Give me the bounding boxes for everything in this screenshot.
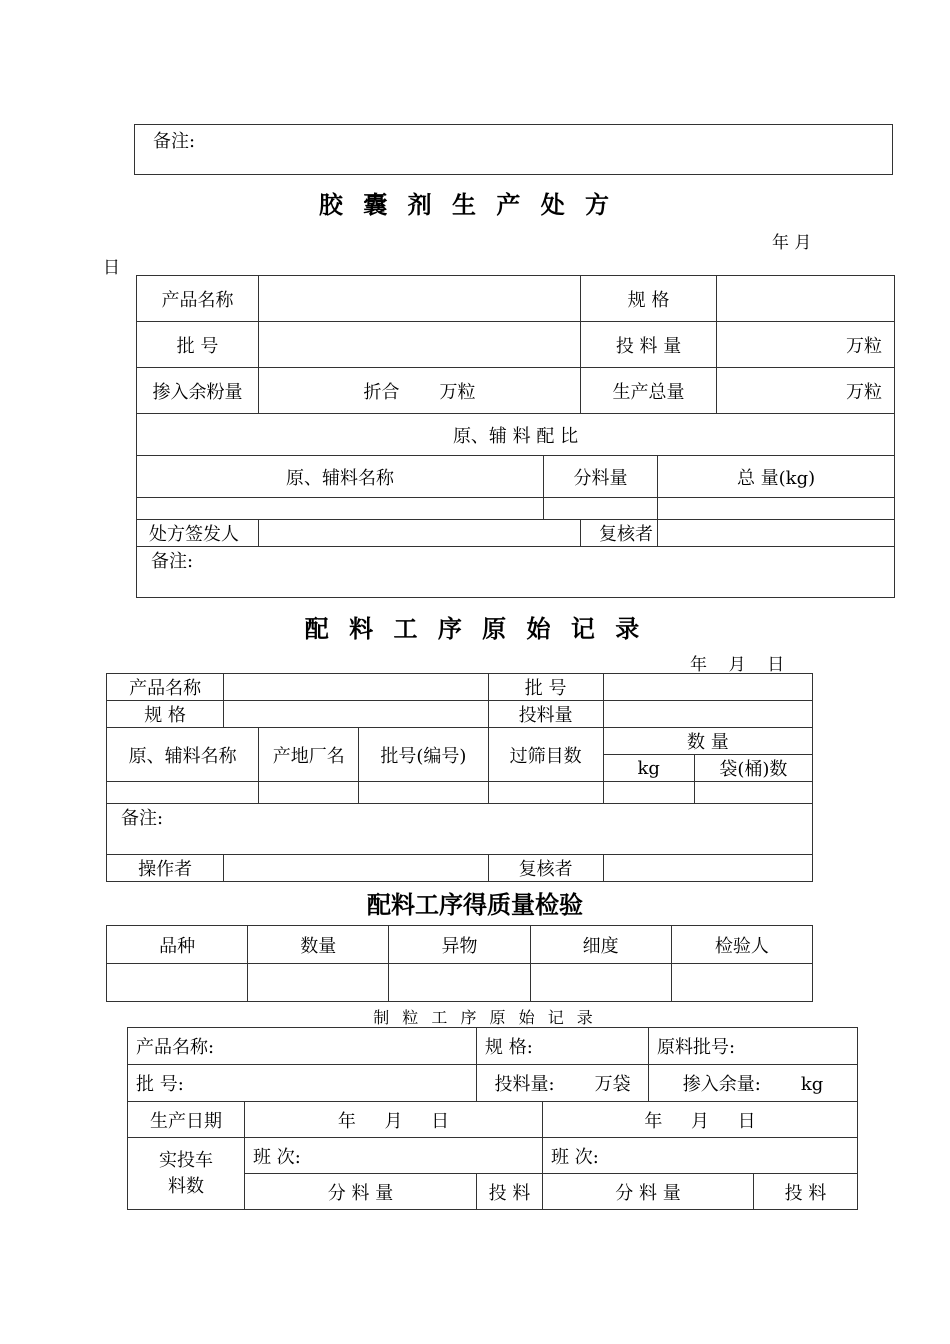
mixed-powder-label: 掺入余粉量 xyxy=(137,368,259,414)
product-name-cell[interactable] xyxy=(259,276,581,322)
batch-cell[interactable] xyxy=(259,322,581,368)
total-production-unit: 万粒 xyxy=(717,368,895,414)
product-name-label: 产品名称: xyxy=(128,1028,477,1065)
reviewer-cell[interactable] xyxy=(603,855,812,882)
product-name-label: 产品名称 xyxy=(107,674,224,701)
variety-cell[interactable] xyxy=(107,964,248,1002)
total-kg-cell[interactable] xyxy=(658,498,895,520)
prod-date-cell-1: 年 月 日 xyxy=(245,1102,543,1138)
origin-cell[interactable] xyxy=(259,782,359,804)
foreign-matter-header: 异物 xyxy=(389,926,530,964)
prescription-table xyxy=(136,275,895,598)
operator-cell[interactable] xyxy=(224,855,488,882)
foreign-matter-cell[interactable] xyxy=(389,964,530,1002)
prescription-date-d: 日 xyxy=(103,258,120,278)
batch-no-cell[interactable] xyxy=(359,782,488,804)
feed-header-1: 投 料 xyxy=(477,1174,543,1210)
issuer-cell[interactable] xyxy=(259,520,581,547)
spec-label: 规 格 xyxy=(107,701,224,728)
variety-header: 品种 xyxy=(107,926,248,964)
remark-label: 备注: xyxy=(135,125,893,175)
raw-batch-label: 原料批号: xyxy=(649,1028,858,1065)
quantity-header: 数量 xyxy=(248,926,389,964)
total-kg-header: 总 量(kg) xyxy=(658,456,895,498)
batching-record-table xyxy=(106,673,813,882)
prescription-title: 胶 囊 剂 生 产 处 方 xyxy=(318,190,616,219)
bags-header: 袋(桶)数 xyxy=(694,755,812,782)
shift-label-1: 班 次: xyxy=(245,1138,543,1174)
spec-cell[interactable] xyxy=(717,276,895,322)
feed-amount-label: 投料量: xyxy=(494,1074,555,1095)
prescription-date-ym: 年 月 xyxy=(772,233,812,253)
fineness-header: 细度 xyxy=(530,926,671,964)
portion-header-1: 分 料 量 xyxy=(245,1174,477,1210)
material-name-cell[interactable] xyxy=(137,498,544,520)
granulation-record-title: 制 粒 工 序 原 始 记 录 xyxy=(373,1008,597,1027)
spec-cell[interactable] xyxy=(224,701,488,728)
fineness-cell[interactable] xyxy=(530,964,671,1002)
bags-cell[interactable] xyxy=(694,782,812,804)
quantity-cell[interactable] xyxy=(248,964,389,1002)
operator-label: 操作者 xyxy=(107,855,224,882)
ratio-header: 原、辅 料 配 比 xyxy=(137,414,895,456)
reviewer-label: 复核者 xyxy=(581,520,658,547)
feed-amount-cell[interactable] xyxy=(603,701,812,728)
actual-feed-line2: 料数 xyxy=(168,1175,204,1197)
actual-feed-label xyxy=(128,1138,245,1210)
prod-date-cell-2: 年 月 日 xyxy=(543,1102,858,1138)
origin-header: 产地厂名 xyxy=(259,728,359,782)
inspector-cell[interactable] xyxy=(671,964,812,1002)
granulation-record-table xyxy=(127,1027,858,1210)
batching-record-date: 年 月 日 xyxy=(690,655,785,675)
quality-check-table xyxy=(106,925,813,1002)
mixed-remain-unit: kg xyxy=(800,1074,824,1095)
material-name-cell[interactable] xyxy=(107,782,259,804)
sieve-header: 过筛目数 xyxy=(488,728,603,782)
reviewer-cell[interactable] xyxy=(658,520,895,547)
product-name-cell[interactable] xyxy=(224,674,488,701)
kg-cell[interactable] xyxy=(603,782,694,804)
material-name-header: 原、辅料名称 xyxy=(107,728,259,782)
quantity-header: 数 量 xyxy=(603,728,812,755)
shift-label-2: 班 次: xyxy=(543,1138,858,1174)
portion-header-2: 分 料 量 xyxy=(543,1174,754,1210)
spec-label: 规 格 xyxy=(581,276,717,322)
kg-header: kg xyxy=(603,755,694,782)
issuer-label: 处方签发人 xyxy=(137,520,259,547)
batch-label: 批 号 xyxy=(488,674,603,701)
batch-label: 批 号 xyxy=(137,322,259,368)
portion-header: 分料量 xyxy=(544,456,658,498)
feed-header-2: 投 料 xyxy=(754,1174,858,1210)
product-name-label: 产品名称 xyxy=(137,276,259,322)
prod-date-label: 生产日期 xyxy=(128,1102,245,1138)
top-remark-box xyxy=(134,124,893,175)
spec-label: 规 格: xyxy=(477,1028,649,1065)
actual-feed-line1: 实投车 xyxy=(159,1149,213,1171)
equivalent-cell: 折合 万粒 xyxy=(259,368,581,414)
feed-amount-unit: 万袋 xyxy=(594,1074,631,1095)
mixed-remain-label: 掺入余量: xyxy=(682,1074,761,1095)
mixed-remain-cell xyxy=(649,1065,858,1102)
feed-amount-cell xyxy=(477,1065,649,1102)
feed-amount-label: 投 料 量 xyxy=(581,322,717,368)
portion-cell[interactable] xyxy=(544,498,658,520)
total-production-label: 生产总量 xyxy=(581,368,717,414)
material-name-header: 原、辅料名称 xyxy=(137,456,544,498)
inspector-header: 检验人 xyxy=(671,926,812,964)
batching-remark: 备注: xyxy=(107,804,813,855)
sieve-cell[interactable] xyxy=(488,782,603,804)
quality-check-title: 配料工序得质量检验 xyxy=(367,890,583,919)
feed-amount-unit: 万粒 xyxy=(717,322,895,368)
reviewer-label: 复核者 xyxy=(488,855,603,882)
prescription-remark: 备注: xyxy=(137,547,895,598)
feed-amount-label: 投料量 xyxy=(488,701,603,728)
batch-label: 批 号: xyxy=(128,1065,477,1102)
batch-cell[interactable] xyxy=(603,674,812,701)
batch-no-header: 批号(编号) xyxy=(359,728,488,782)
batching-record-title: 配 料 工 序 原 始 记 录 xyxy=(304,614,646,643)
